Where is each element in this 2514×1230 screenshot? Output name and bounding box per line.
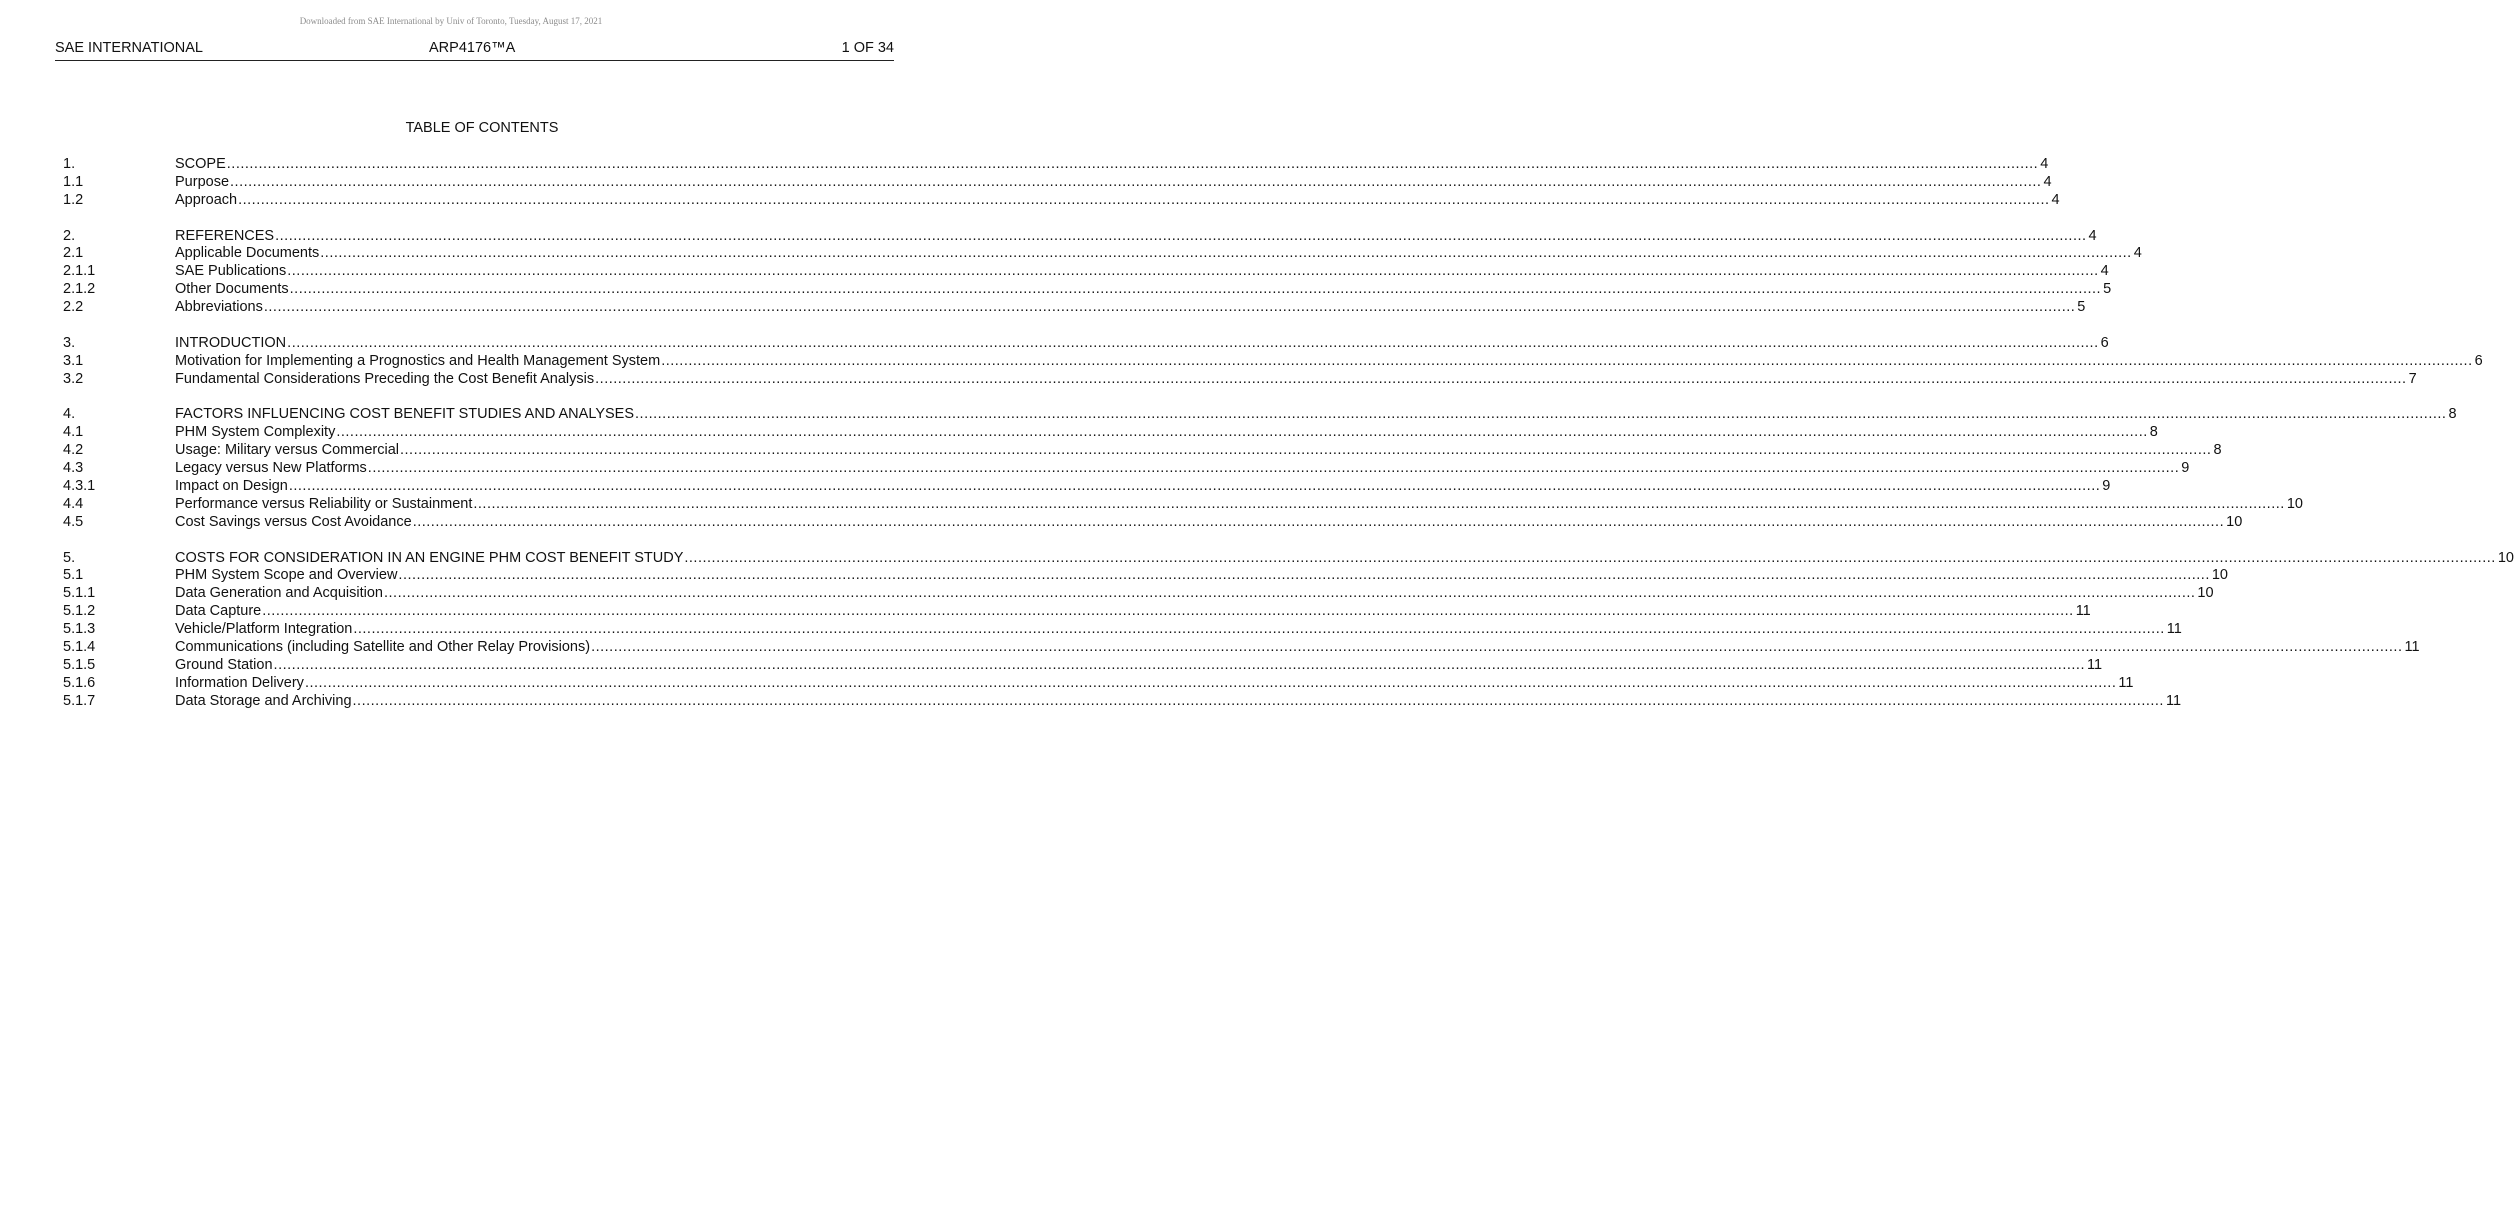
toc-section	[63, 156, 2060, 210]
toc-entry-page: 11	[2086, 656, 2103, 673]
download-watermark: Downloaded from SAE International by Univ of Toronto, Tuesday, August 17, 2021	[299, 16, 603, 26]
toc-entry-page: 8	[2149, 424, 2158, 441]
toc-entry-number: 1.	[63, 156, 76, 172]
toc-title: TABLE OF CONTENTS	[405, 120, 559, 136]
toc-entry-number: 2.	[63, 227, 76, 244]
toc-entry[interactable]	[63, 495, 2303, 514]
toc-entry-page: 6	[2474, 352, 2483, 369]
toc-entry-number: 2.1.1	[63, 263, 96, 280]
toc-entry-page: 11	[2166, 621, 2182, 638]
dot-leader: ................................................................................................................................................................................................................................................................................................................................................................................................................	[288, 478, 2101, 495]
toc-entry-number: 5.1.1	[63, 585, 96, 602]
toc-entry-number: 5.1.5	[63, 656, 96, 673]
toc-entry-number: 5.1.2	[63, 603, 96, 620]
toc-entry-page: 9	[2181, 460, 2190, 477]
toc-entry-number: 3.	[63, 334, 76, 351]
toc-entry-title: Information Delivery	[175, 674, 304, 691]
toc-entry-line	[175, 263, 2109, 281]
toc-entry-line	[175, 191, 2060, 210]
toc-entry-title: Data Storage and Archiving	[175, 692, 352, 709]
toc-entry-page: 4	[2043, 173, 2052, 190]
toc-entry[interactable]	[63, 156, 2049, 174]
toc-entry-title: Purpose	[175, 173, 230, 190]
toc-entry-number: 4.4	[63, 495, 84, 512]
toc-entry[interactable]	[63, 513, 2243, 532]
toc-entry-title: Fundamental Considerations Preceding the Cost Benefit Analysis	[175, 370, 595, 387]
toc-entry-line	[175, 245, 2142, 263]
toc-entry-line	[175, 424, 2158, 442]
dot-leader: ................................................................................................................................................................................................................................................................................................................................................................................................................	[352, 692, 2164, 709]
toc-entry-line	[175, 549, 2514, 568]
toc-entry-number: 5.	[63, 549, 76, 566]
toc-entry[interactable]	[63, 263, 2109, 281]
toc-entry-page: 5	[2077, 299, 2086, 316]
toc-entry-number: 2.2	[63, 299, 84, 316]
dot-leader: ................................................................................................................................................................................................................................................................................................................................................................................................................	[595, 370, 2407, 387]
toc-entry[interactable]	[63, 352, 2483, 371]
toc-entry-line	[175, 639, 2420, 657]
toc-entry[interactable]	[63, 567, 2228, 585]
toc-entry-line	[175, 299, 2086, 317]
toc-entry-number: 4.3.1	[63, 478, 96, 495]
toc-entry-page: 4	[2051, 191, 2060, 208]
toc-entry-title: Approach	[175, 191, 238, 208]
toc-entry-title: Ground Station	[175, 656, 273, 673]
toc-entry-title: Other Documents	[175, 281, 289, 298]
toc-entry-title: Motivation for Implementing a Prognostics and Health Management System	[175, 352, 661, 369]
toc-entry-page: 7	[2408, 370, 2417, 387]
toc-entry[interactable]	[63, 442, 2222, 460]
dot-leader: ................................................................................................................................................................................................................................................................................................................................................................................................................	[473, 495, 2285, 512]
toc-entry-page: 11	[2404, 639, 2420, 656]
dot-leader: ................................................................................................................................................................................................................................................................................................................................................................................................................	[262, 603, 2074, 620]
toc-entry-title: SCOPE	[175, 156, 226, 172]
toc-entry-number: 5.1	[63, 567, 84, 584]
toc-entry-number: 3.1	[63, 352, 84, 369]
toc-entry-title: Legacy versus New Platforms	[175, 460, 367, 477]
dot-leader: ................................................................................................................................................................................................................................................................................................................................................................................................................	[275, 227, 2087, 244]
toc-entry[interactable]	[63, 191, 2060, 210]
toc-entry-title: SAE Publications	[175, 263, 287, 280]
toc-entry-number: 4.3	[63, 460, 84, 477]
toc-entry-line	[175, 352, 2483, 371]
toc-entry-page: 11	[2075, 603, 2091, 620]
toc-entry-line	[175, 495, 2303, 514]
toc-entry-title: PHM System Scope and Overview	[175, 567, 398, 584]
toc-entry-number: 5.1.3	[63, 621, 96, 638]
toc-entry-line	[175, 173, 2052, 192]
dot-leader: ................................................................................................................................................................................................................................................................................................................................................................................................................	[398, 567, 2210, 584]
toc-entry-line	[175, 370, 2417, 389]
toc-entry[interactable]	[63, 424, 2158, 442]
dot-leader: ................................................................................................................................................................................................................................................................................................................................................................................................................	[412, 513, 2225, 530]
toc-entry-page: 8	[2448, 406, 2457, 423]
toc-entry-page: 5	[2103, 281, 2112, 298]
toc-entry-line	[175, 478, 2111, 496]
toc-entry-line	[175, 692, 2182, 711]
toc-entry-number: 5.1.6	[63, 674, 96, 691]
toc-entry-line	[175, 513, 2243, 532]
toc-entry-page: 9	[2102, 478, 2111, 495]
toc-entry-title: PHM System Complexity	[175, 424, 336, 441]
toc-entry-line	[175, 281, 2112, 299]
toc-entry-number: 2.1.2	[63, 281, 96, 298]
toc-entry-title: REFERENCES	[175, 227, 275, 244]
toc-entry-title: Usage: Military versus Commercial	[175, 442, 399, 459]
toc-entry-title: Vehicle/Platform Integration	[175, 621, 353, 638]
toc-entry-page: 8	[2213, 442, 2222, 459]
toc-entry-title: Impact on Design	[175, 478, 288, 495]
table-of-contents	[63, 156, 2514, 729]
toc-entry-page: 4	[2040, 156, 2049, 172]
toc-entry[interactable]	[63, 549, 2514, 568]
toc-entry-title: Performance versus Reliability or Sustainment	[175, 495, 473, 512]
toc-entry-page: 10	[2211, 567, 2228, 584]
toc-entry-title: Communications (including Satellite and Other Relay Provisions)	[175, 639, 591, 656]
page-header	[55, 38, 894, 61]
toc-entry-title: Data Capture	[175, 603, 262, 620]
toc-section	[63, 549, 2514, 711]
toc-entry-title: Cost Savings versus Cost Avoidance	[175, 513, 412, 530]
toc-entry[interactable]	[63, 406, 2457, 424]
toc-entry-line	[175, 156, 2049, 174]
toc-entry-page: 10	[2197, 585, 2214, 602]
toc-entry-number: 4.1	[63, 424, 84, 441]
dot-leader: ................................................................................................................................................................................................................................................................................................................................................................................................................	[635, 406, 2447, 423]
toc-entry-page: 4	[2100, 263, 2109, 280]
toc-entry[interactable]	[63, 173, 2052, 192]
dot-leader: ................................................................................................................................................................................................................................................................................................................................................................................................................	[336, 424, 2148, 441]
dot-leader: ................................................................................................................................................................................................................................................................................................................................................................................................................	[230, 173, 2042, 190]
toc-entry-number: 4.5	[63, 513, 84, 530]
toc-entry-title: FACTORS INFLUENCING COST BENEFIT STUDIES AND ANALYSES	[175, 406, 635, 423]
toc-entry-line	[175, 621, 2182, 639]
toc-entry-page: 10	[2226, 513, 2243, 530]
dot-leader: ................................................................................................................................................................................................................................................................................................................................................................................................................	[353, 621, 2165, 638]
toc-entry-line	[175, 334, 2109, 353]
toc-entry-page: 4	[2133, 245, 2142, 262]
toc-entry-title: INTRODUCTION	[175, 334, 287, 351]
toc-section	[63, 334, 2483, 389]
dot-leader: ................................................................................................................................................................................................................................................................................................................................................................................................................	[684, 549, 2496, 566]
toc-section	[63, 406, 2457, 531]
toc-entry-line	[175, 567, 2228, 585]
toc-entry-number: 2.1	[63, 245, 84, 262]
toc-entry[interactable]	[63, 656, 2103, 675]
toc-entry-page: 11	[2118, 674, 2134, 691]
toc-entry-line	[175, 227, 2097, 246]
toc-entry-number: 4.	[63, 406, 76, 423]
toc-entry-page: 4	[2088, 227, 2097, 244]
toc-entry[interactable]	[63, 621, 2182, 639]
toc-entry[interactable]	[63, 460, 2190, 478]
toc-entry[interactable]	[63, 227, 2097, 246]
toc-entry-title: Applicable Documents	[175, 245, 320, 262]
dot-leader: ................................................................................................................................................................................................................................................................................................................................................................................................................	[400, 442, 2212, 459]
toc-entry[interactable]	[63, 603, 2091, 621]
toc-entry-number: 1.2	[63, 191, 84, 208]
dot-leader: ................................................................................................................................................................................................................................................................................................................................................................................................................	[273, 656, 2085, 673]
toc-entry-page: 6	[2100, 334, 2109, 351]
dot-leader: ................................................................................................................................................................................................................................................................................................................................................................................................................	[661, 352, 2473, 369]
header-page-count: 1 OF 34	[841, 40, 894, 56]
toc-entry-title: COSTS FOR CONSIDERATION IN AN ENGINE PHM COST BENEFIT STUDY	[175, 549, 684, 566]
toc-entry[interactable]	[63, 370, 2417, 389]
toc-entry[interactable]	[63, 674, 2134, 693]
toc-entry-line	[175, 603, 2091, 621]
dot-leader: ................................................................................................................................................................................................................................................................................................................................................................................................................	[591, 639, 2403, 656]
dot-leader: ................................................................................................................................................................................................................................................................................................................................................................................................................	[289, 281, 2102, 298]
toc-entry-page: 10	[2497, 549, 2514, 566]
toc-entry-number: 3.2	[63, 370, 84, 387]
toc-entry-page: 10	[2286, 495, 2303, 512]
header-organization: SAE INTERNATIONAL	[55, 40, 203, 56]
toc-entry-number: 4.2	[63, 442, 84, 459]
toc-entry[interactable]	[63, 692, 2182, 711]
dot-leader: ................................................................................................................................................................................................................................................................................................................................................................................................................	[320, 245, 2132, 262]
toc-entry[interactable]	[63, 478, 2111, 496]
dot-leader: ................................................................................................................................................................................................................................................................................................................................................................................................................	[367, 460, 2180, 477]
dot-leader: ................................................................................................................................................................................................................................................................................................................................................................................................................	[287, 334, 2099, 351]
toc-entry-line	[175, 656, 2103, 675]
dot-leader: ................................................................................................................................................................................................................................................................................................................................................................................................................	[263, 299, 2076, 316]
toc-entry-number: 1.1	[63, 173, 84, 190]
header-document-id: ARP4176™A	[429, 40, 516, 56]
dot-leader: ................................................................................................................................................................................................................................................................................................................................................................................................................	[238, 191, 2050, 208]
dot-leader: ................................................................................................................................................................................................................................................................................................................................................................................................................	[304, 674, 2117, 691]
toc-entry-page: 11	[2165, 692, 2182, 709]
toc-entry-line	[175, 674, 2134, 693]
toc-entry[interactable]	[63, 299, 2086, 317]
toc-entry-line	[175, 585, 2214, 603]
toc-entry-line	[175, 460, 2190, 478]
dot-leader: ................................................................................................................................................................................................................................................................................................................................................................................................................	[383, 585, 2196, 602]
toc-entry[interactable]	[63, 281, 2112, 299]
dot-leader: ................................................................................................................................................................................................................................................................................................................................................................................................................	[226, 156, 2039, 172]
toc-entry-title: Data Generation and Acquisition	[175, 585, 383, 602]
toc-section	[63, 227, 2142, 317]
toc-entry-number: 5.1.7	[63, 692, 96, 709]
toc-entry[interactable]	[63, 639, 2420, 657]
toc-entry-number: 5.1.4	[63, 639, 96, 656]
toc-entry[interactable]	[63, 334, 2109, 353]
toc-entry[interactable]	[63, 245, 2142, 263]
toc-entry-line	[175, 406, 2457, 424]
dot-leader: ................................................................................................................................................................................................................................................................................................................................................................................................................	[287, 263, 2099, 280]
toc-entry-title: Abbreviations	[175, 299, 263, 316]
toc-entry-line	[175, 442, 2222, 460]
toc-entry[interactable]	[63, 585, 2214, 603]
